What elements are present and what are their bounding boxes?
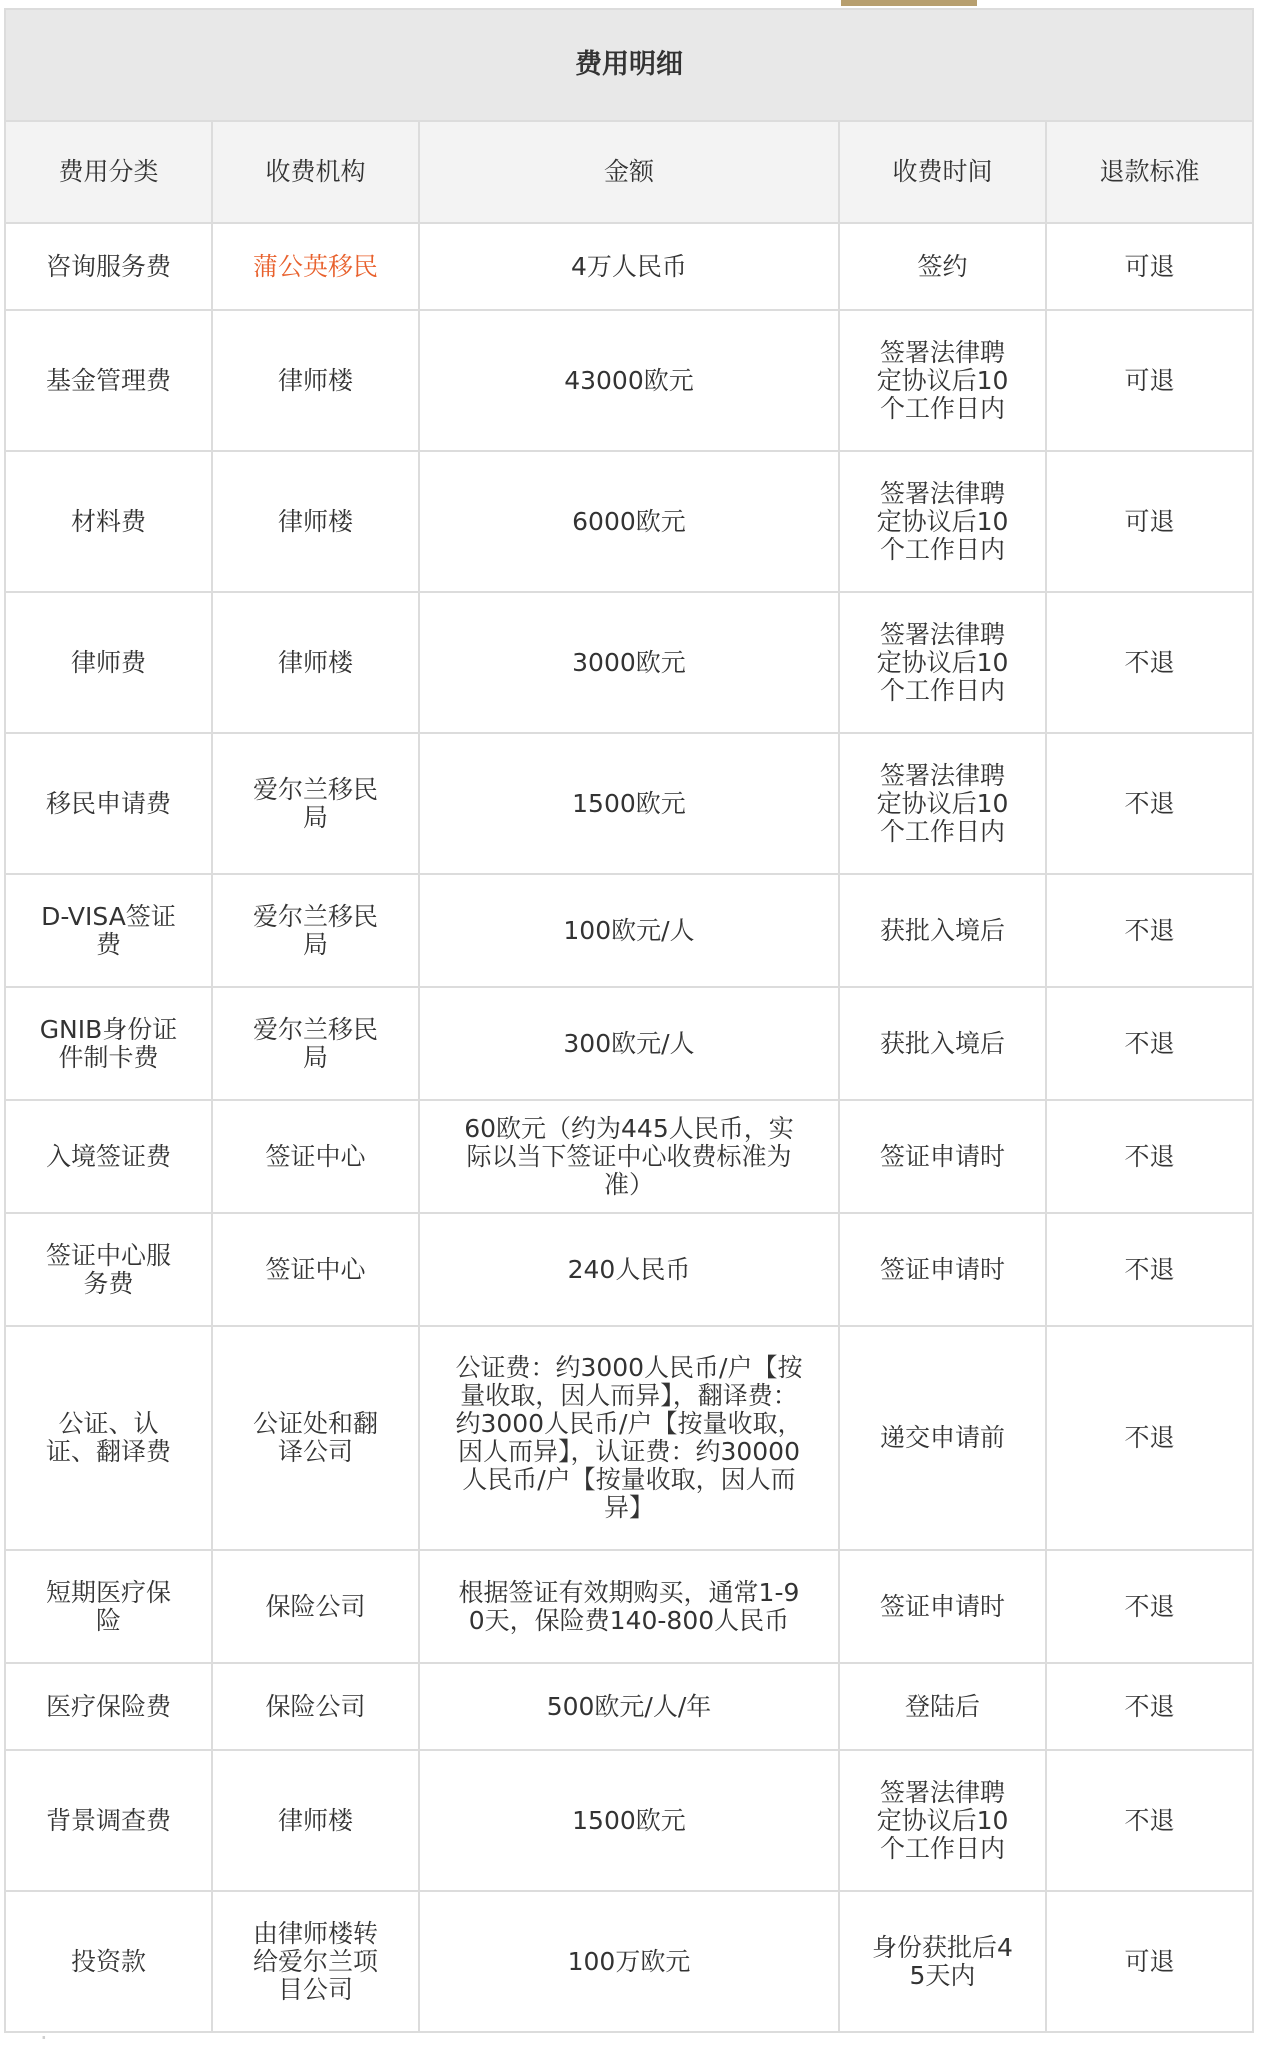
cell-amount: 4万人民币: [419, 223, 839, 310]
cell-amount: 根据签证有效期购买，通常1-90天，保险费140-800人民币: [419, 1550, 839, 1663]
cell-time: 身份获批后45天内: [839, 1891, 1046, 2032]
table-row: [5, 1100, 1253, 1213]
cell-time: 签署法律聘定协议后10个工作日内: [839, 733, 1046, 874]
cell-category: 签证中心服务费: [5, 1213, 212, 1326]
cell-agency: 律师楼: [212, 592, 419, 733]
table-header-row: [5, 121, 1253, 223]
cell-amount: 60欧元（约为445人民币，实际以当下签证中心收费标准为准）: [419, 1100, 839, 1213]
cell-amount: 6000欧元: [419, 451, 839, 592]
cell-refund: 可退: [1046, 451, 1253, 592]
cell-time: 登陆后: [839, 1663, 1046, 1750]
cell-refund: 不退: [1046, 987, 1253, 1100]
cell-agency: 蒲公英移民: [212, 223, 419, 310]
cell-refund: 不退: [1046, 874, 1253, 987]
cell-category: 公证、认证、翻译费: [5, 1326, 212, 1550]
cell-category: 背景调查费: [5, 1750, 212, 1891]
cell-time: 签证申请时: [839, 1213, 1046, 1326]
cell-amount: 3000欧元: [419, 592, 839, 733]
cell-category: 入境签证费: [5, 1100, 212, 1213]
cell-refund: 不退: [1046, 1326, 1253, 1550]
table-row: [5, 987, 1253, 1100]
table-title: 费用明细: [5, 9, 1253, 121]
cell-category: D-VISA签证费: [5, 874, 212, 987]
table-row: [5, 1326, 1253, 1550]
table-row: [5, 1213, 1253, 1326]
cell-time: 签证申请时: [839, 1550, 1046, 1663]
cell-amount: 100万欧元: [419, 1891, 839, 2032]
cell-amount: 500欧元/人/年: [419, 1663, 839, 1750]
table-row: [5, 310, 1253, 451]
cell-category: 医疗保险费: [5, 1663, 212, 1750]
cell-refund: 不退: [1046, 733, 1253, 874]
cut-off-footer-note: ·: [40, 2024, 48, 2052]
cell-time: 获批入境后: [839, 987, 1046, 1100]
cell-time: 签署法律聘定协议后10个工作日内: [839, 310, 1046, 451]
cell-time: 递交申请前: [839, 1326, 1046, 1550]
cell-amount: 公证费：约3000人民币/户【按量收取，因人而异】，翻译费：约3000人民币/户【按量收取，因人而异】，认证费：约30000人民币/户【按量收取，因人而异】: [419, 1326, 839, 1550]
active-tab-indicator: [841, 0, 977, 6]
cell-category: 移民申请费: [5, 733, 212, 874]
cell-amount: 1500欧元: [419, 1750, 839, 1891]
cell-category: 投资款: [5, 1891, 212, 2032]
cell-category: 咨询服务费: [5, 223, 212, 310]
cell-time: 签证申请时: [839, 1100, 1046, 1213]
cell-agency: 爱尔兰移民局: [212, 987, 419, 1100]
header-category: 费用分类: [5, 121, 212, 223]
cell-amount: 300欧元/人: [419, 987, 839, 1100]
cell-agency: 律师楼: [212, 310, 419, 451]
cell-agency: 保险公司: [212, 1663, 419, 1750]
table-row: [5, 1891, 1253, 2032]
header-amount: 金额: [419, 121, 839, 223]
cell-time: 签约: [839, 223, 1046, 310]
cell-refund: 可退: [1046, 1891, 1253, 2032]
header-refund: 退款标准: [1046, 121, 1253, 223]
cell-category: GNIB身份证件制卡费: [5, 987, 212, 1100]
cell-refund: 不退: [1046, 1100, 1253, 1213]
table-row: [5, 223, 1253, 310]
cell-time: 签署法律聘定协议后10个工作日内: [839, 592, 1046, 733]
header-agency: 收费机构: [212, 121, 419, 223]
cell-agency: 公证处和翻译公司: [212, 1326, 419, 1550]
cell-agency: 律师楼: [212, 1750, 419, 1891]
cell-category: 基金管理费: [5, 310, 212, 451]
cell-category: 律师费: [5, 592, 212, 733]
cell-amount: 1500欧元: [419, 733, 839, 874]
cell-refund: 可退: [1046, 310, 1253, 451]
cell-time: 获批入境后: [839, 874, 1046, 987]
cell-agency: 签证中心: [212, 1213, 419, 1326]
cell-time: 签署法律聘定协议后10个工作日内: [839, 451, 1046, 592]
cell-agency: 爱尔兰移民局: [212, 733, 419, 874]
table-row: [5, 1550, 1253, 1663]
cell-refund: 不退: [1046, 1663, 1253, 1750]
table-row: [5, 592, 1253, 733]
cell-category: 短期医疗保险: [5, 1550, 212, 1663]
cell-amount: 43000欧元: [419, 310, 839, 451]
fee-details-table: [4, 8, 1254, 2033]
cell-agency: 保险公司: [212, 1550, 419, 1663]
header-time: 收费时间: [839, 121, 1046, 223]
cell-amount: 240人民币: [419, 1213, 839, 1326]
cell-amount: 100欧元/人: [419, 874, 839, 987]
table-row: [5, 1750, 1253, 1891]
table-body: [5, 223, 1253, 2032]
cell-refund: 不退: [1046, 1750, 1253, 1891]
cell-refund: 不退: [1046, 1213, 1253, 1326]
table-row: [5, 1663, 1253, 1750]
table-row: [5, 874, 1253, 987]
cell-refund: 不退: [1046, 592, 1253, 733]
cell-refund: 不退: [1046, 1550, 1253, 1663]
cell-refund: 可退: [1046, 223, 1253, 310]
cell-agency: 律师楼: [212, 451, 419, 592]
cell-agency: 签证中心: [212, 1100, 419, 1213]
cell-time: 签署法律聘定协议后10个工作日内: [839, 1750, 1046, 1891]
table-row: [5, 451, 1253, 592]
table-title-row: [5, 9, 1253, 121]
cell-agency: 由律师楼转给爱尔兰项目公司: [212, 1891, 419, 2032]
cell-category: 材料费: [5, 451, 212, 592]
cell-agency: 爱尔兰移民局: [212, 874, 419, 987]
table-row: [5, 733, 1253, 874]
